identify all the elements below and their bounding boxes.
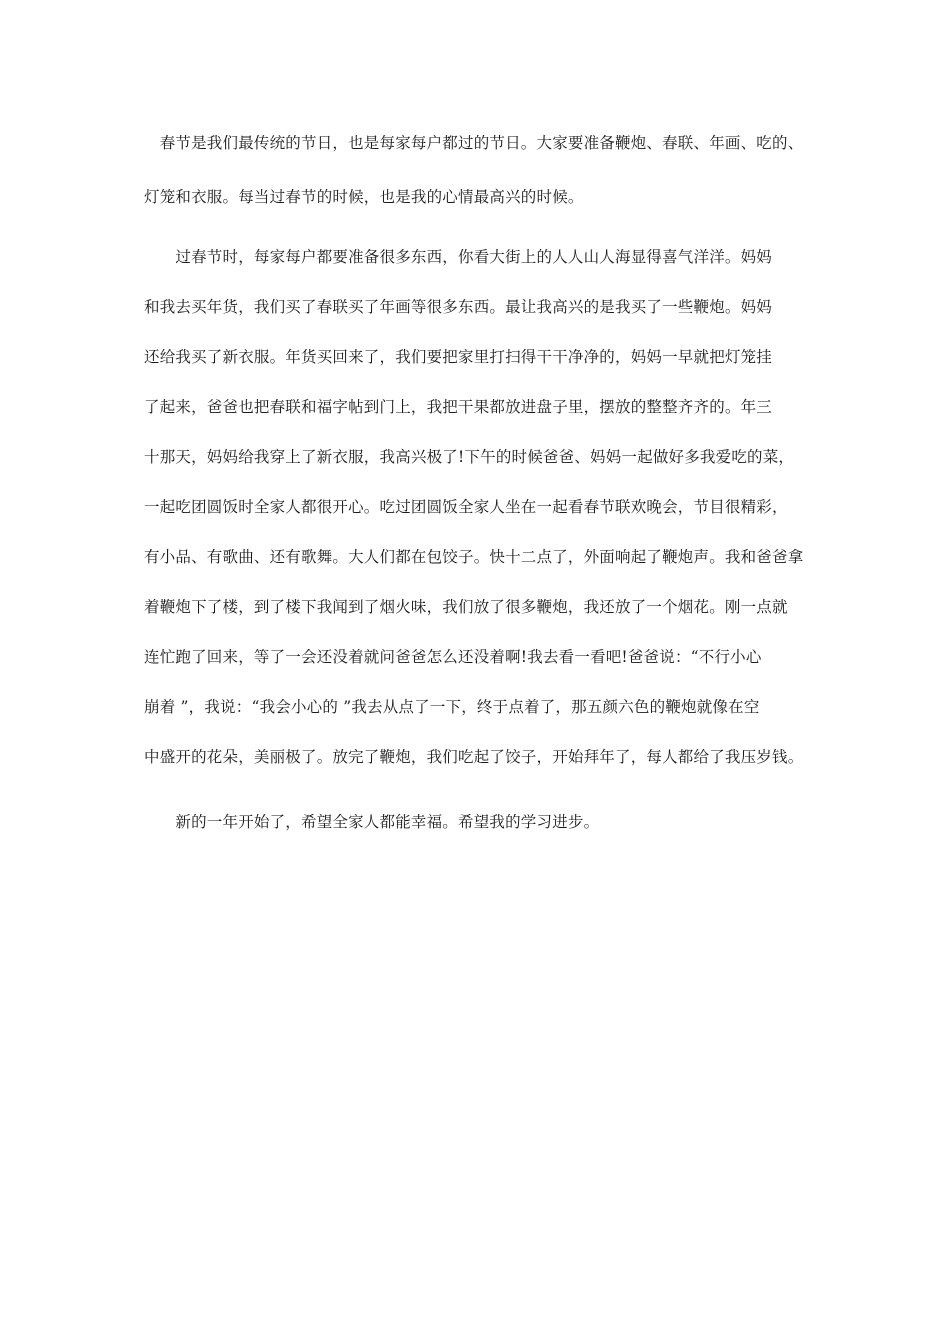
- text-line: 中盛开的花朵，美丽极了。放完了鞭炮，我们吃起了饺子，开始拜年了，每人都给了我压岁钱。: [144, 748, 804, 766]
- text-line: 连忙跑了回来，等了一会还没着就问爸爸怎么还没着啊!我去看一看吧!爸爸说：“不行小心: [144, 648, 762, 666]
- text-line: 新的一年开始了，希望全家人都能幸福。希望我的学习进步。: [144, 813, 600, 831]
- paragraph-2: [144, 245, 812, 795]
- text-line: 了起来，爸爸也把春联和福字帖到门上，我把干果都放进盘子里，摆放的整整齐齐的。年三: [144, 398, 773, 416]
- text-line: 一起吃团圆饭时全家人都很开心。吃过团圆饭全家人坐在一起看春节联欢晚会，节目很精彩，: [144, 498, 788, 516]
- text-line: 还给我买了新衣服。年货买回来了，我们要把家里打扫得干干净净的，妈妈一早就把灯笼挂: [144, 348, 773, 366]
- paragraph-3: [144, 810, 812, 834]
- text-line: 崩着 ”，我说：“我会小心的 ”我去从点了一下，终于点着了，那五颜六色的鞭炮就像在空: [144, 698, 760, 716]
- text-line: 着鞭炮下了楼，到了楼下我闻到了烟火味，我们放了很多鞭炮，我还放了一个烟花。刚一点就: [144, 598, 788, 616]
- text-line: 十那天，妈妈给我穿上了新衣服，我高兴极了!下午的时候爸爸、妈妈一起做好多我爱吃的菜，: [144, 448, 795, 466]
- text-line: 过春节时，每家每户都要准备很多东西，你看大街上的人人山人海显得喜气洋洋。妈妈: [144, 248, 773, 266]
- text-line: 春节是我们最传统的节日，也是每家每户都过的节日。大家要准备鞭炮、春联、年画、吃的、: [144, 134, 804, 152]
- text-line: 有小品、有歌曲、还有歌舞。大人们都在包饺子。快十二点了，外面响起了鞭炮声。我和爸爸拿: [144, 548, 804, 566]
- text-line: 和我去买年货，我们买了春联买了年画等很多东西。最让我高兴的是我买了一些鞭炮。妈妈: [144, 298, 773, 316]
- text-line: 灯笼和衣服。每当过春节的时候，也是我的心情最高兴的时候。: [144, 188, 584, 206]
- paragraph-1: [144, 131, 812, 239]
